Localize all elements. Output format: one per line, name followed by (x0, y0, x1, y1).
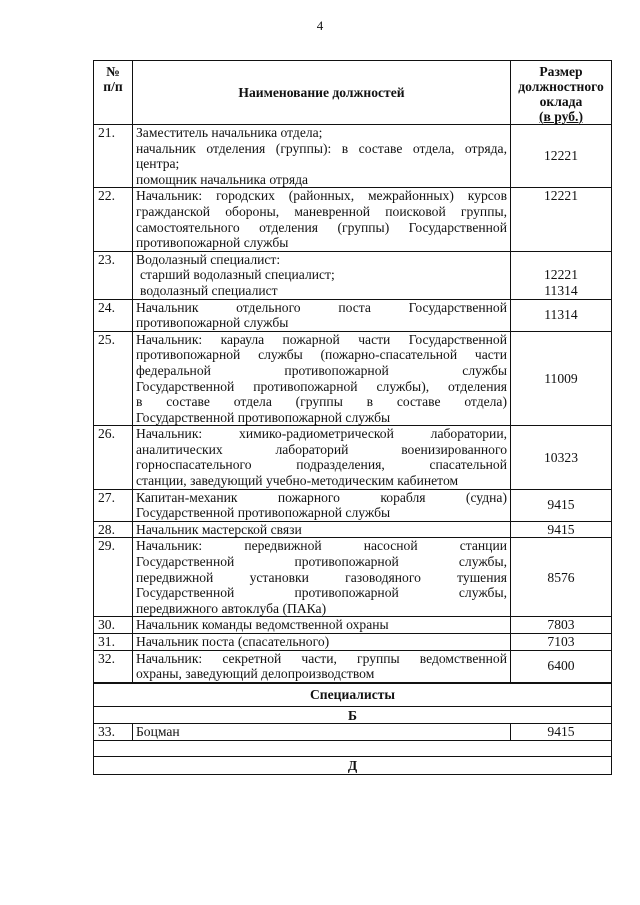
position-name (133, 188, 511, 251)
salary-cell (511, 650, 612, 683)
position-name (133, 125, 511, 188)
salary-cell (511, 251, 612, 299)
position-line: водолазный специалист (140, 282, 278, 298)
header-salary-line: должностного (518, 78, 604, 94)
salary-cell (511, 724, 612, 741)
section-title: Специалисты (94, 683, 612, 707)
position-line: Начальник: городских (районных, межрайонных) курсов (136, 188, 507, 204)
header-salary-line: Размер (539, 63, 583, 79)
salary-value: 9415 (547, 724, 575, 740)
position-line: Начальник: секретной части, группы ведомственной (136, 650, 507, 666)
header-name: Наименование должностей (133, 61, 511, 125)
salary-value: 12221 (544, 148, 578, 164)
empty-row (94, 740, 612, 756)
position-line: передвижной установки газоводяного тушения (136, 569, 507, 585)
position-line: Государственной противопожарной службы, (136, 554, 507, 570)
row-number: 21. (94, 125, 133, 188)
position-name (133, 426, 511, 489)
table-row (94, 650, 612, 683)
salary-cell (511, 188, 612, 251)
position-line: гражданской обороны, маневренной поисковой группы, (136, 203, 507, 219)
salary-value: 11009 (544, 370, 578, 386)
letter-row (94, 756, 612, 774)
table-row (94, 489, 612, 521)
salary-cell (511, 521, 612, 538)
position-line: старший водолазный специалист; (140, 267, 335, 283)
position-name (133, 650, 511, 683)
salary-value: 7803 (547, 617, 575, 633)
letter-row (94, 706, 612, 724)
salary-cell (511, 617, 612, 634)
position-line: Начальник отдельного поста Государственной (136, 299, 507, 315)
position-line: помощник начальника отряда (136, 171, 309, 187)
row-number: 28. (94, 521, 133, 538)
position-line: федеральной противопожарной службы (136, 362, 507, 378)
position-line: станции, заведующий учебно-методическим кабинетом (136, 473, 459, 489)
positions-table (93, 60, 612, 775)
section-row (94, 683, 612, 707)
position-line: самостоятельного отделения (группы) Государственной (136, 219, 507, 235)
row-number: 26. (94, 426, 133, 489)
row-number: 25. (94, 331, 133, 426)
position-line: Боцман (136, 724, 180, 740)
position-line: Начальник: химико-радиометрической лаборатории, (136, 426, 507, 442)
table-row (94, 634, 612, 651)
salary-cell (511, 634, 612, 651)
table-row (94, 426, 612, 489)
position-name (133, 617, 511, 634)
salary-cell (511, 489, 612, 521)
table-row (94, 125, 612, 188)
spacer-row (94, 740, 612, 756)
header-num-line: № (106, 64, 120, 79)
table-row (94, 617, 612, 634)
position-name (133, 634, 511, 651)
salary-cell (511, 426, 612, 489)
row-number: 30. (94, 617, 133, 634)
salary-cell (511, 125, 612, 188)
salary-value: 7103 (547, 634, 575, 649)
salary-value: 6400 (547, 658, 575, 674)
header-salary-line: оклада (539, 93, 583, 109)
position-line: Государственной противопожарной службы (136, 505, 391, 521)
position-line: Заместитель начальника отдела; (136, 125, 323, 140)
header-salary-line: (в руб.) (539, 108, 583, 124)
row-number: 22. (94, 188, 133, 251)
row-number: 23. (94, 251, 133, 299)
position-name (133, 251, 511, 299)
salary-value: 12221 (544, 267, 578, 283)
header-num-line: п/п (103, 79, 123, 94)
position-line: в составе отдела (группы в составе отдела) (136, 394, 507, 410)
salary-value: 11314 (544, 282, 578, 298)
salary-value: 8576 (547, 569, 575, 585)
position-name (133, 299, 511, 331)
letter-heading-d: Д (94, 756, 612, 774)
position-name (133, 331, 511, 426)
position-line: Государственной противопожарной службы (136, 409, 391, 425)
salary-cell (511, 538, 612, 617)
header-salary (511, 61, 612, 125)
position-line: Государственной противопожарной службы), отделения (136, 378, 507, 394)
position-line: противопожарной службы (пожарно-спасательной части (136, 347, 507, 363)
position-line: Начальник команды ведомственной охраны (136, 617, 389, 633)
row-number: 32. (94, 650, 133, 683)
salary-value: 10323 (544, 449, 578, 465)
position-name (133, 521, 511, 538)
table-row (94, 331, 612, 426)
position-line: горноспасательного подразделения, спасательной (136, 457, 507, 473)
position-line: охраны, заведующий делопроизводством (136, 666, 375, 682)
position-line: противопожарной службы (136, 235, 289, 251)
table-row (94, 538, 612, 617)
position-line: Капитан-механик пожарного корабля (судна) (136, 489, 507, 505)
salary-value: 12221 (544, 188, 578, 204)
row-number: 31. (94, 634, 133, 651)
row-number: 33. (94, 724, 133, 741)
position-line: передвижного автоклуба (ПАКа) (136, 600, 327, 616)
letter-heading-b: Б (94, 706, 612, 724)
position-name (133, 538, 511, 617)
row-number: 24. (94, 299, 133, 331)
table-row (94, 299, 612, 331)
salary-value: 11314 (544, 307, 578, 323)
page-number: 4 (316, 18, 324, 33)
position-line: Начальник: передвижной насосной станции (136, 538, 507, 554)
table-row (94, 724, 612, 741)
position-line: Начальник поста (спасательного) (136, 634, 330, 649)
table-row (94, 188, 612, 251)
salary-cell (511, 299, 612, 331)
position-name (133, 724, 511, 741)
position-line: Начальник мастерской связи (136, 521, 302, 537)
table-row (94, 521, 612, 538)
position-line: начальник отделения (группы): в составе отдела, отряда, (136, 140, 507, 156)
position-line: Начальник: караула пожарной части Государственной (136, 331, 507, 347)
position-line: аналитических лабораторий военизированного (136, 441, 507, 457)
position-line: противопожарной службы (136, 315, 289, 331)
table-header-row (94, 61, 612, 125)
salary-value: 9415 (547, 497, 575, 513)
row-number: 29. (94, 538, 133, 617)
table-row (94, 251, 612, 299)
row-number: 27. (94, 489, 133, 521)
salary-value: 9415 (547, 521, 575, 537)
salary-cell (511, 331, 612, 426)
position-line: центра; (136, 156, 180, 172)
header-num (94, 61, 133, 125)
position-line: Водолазный специалист: (136, 251, 281, 267)
position-name (133, 489, 511, 521)
position-line: Государственной противопожарной службы, (136, 585, 507, 601)
